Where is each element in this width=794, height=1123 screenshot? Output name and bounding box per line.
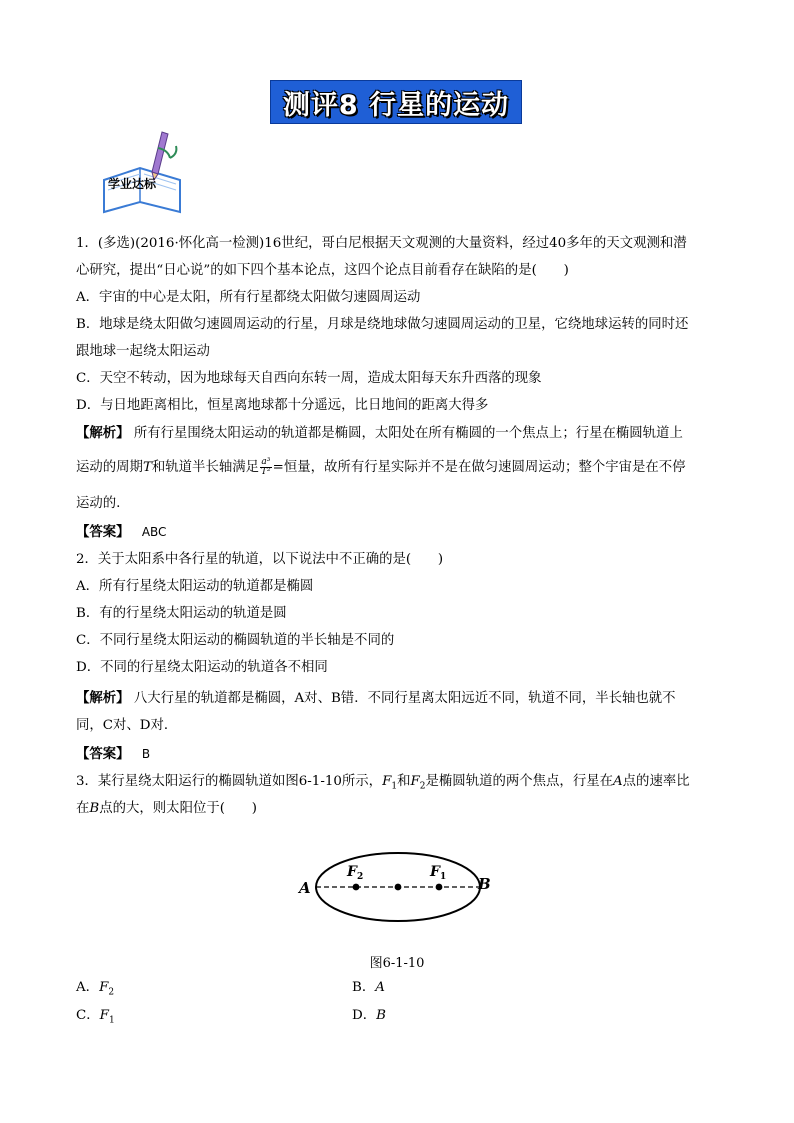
fraction-denominator: T² (261, 467, 271, 477)
q3-option-a-sub: 2 (108, 987, 115, 998)
q3-point-b-symbol: B (89, 801, 100, 816)
q1-analysis-line3: 运动的. (76, 496, 121, 511)
q3-option-b-label: B． (352, 980, 376, 995)
figure-caption: 图6-1-10 (369, 956, 425, 971)
q3-option-c (76, 1006, 115, 1031)
q2-analysis-line1 (76, 689, 676, 709)
q3-point-a-symbol: A (613, 774, 623, 789)
focus-f2-point (353, 884, 360, 891)
q3-f2-symbol: F (410, 774, 420, 789)
label-f2: F (347, 864, 357, 880)
q3-option-d (352, 1006, 386, 1026)
q1-analysis-text1: 所有行星围绕太阳运动的轨道都是椭圆，太阳处在所有椭圆的一个焦点上；行星在椭圆轨道上 (133, 426, 683, 441)
ellipse-orbit-diagram (296, 850, 496, 930)
label-b: B (478, 875, 491, 893)
q3-option-b (352, 978, 385, 998)
q1-option-b-line2: 跟地球一起绕太阳运动 (76, 344, 210, 359)
q3-stem-text2a: 在 (76, 801, 90, 816)
q1-answer (76, 522, 166, 543)
q1-analysis-text2b: 和轨道半长轴满足 (151, 460, 260, 475)
q3-stem-text1b: 和 (397, 774, 411, 789)
q3-f1-symbol: F (382, 774, 392, 789)
q3-stem-text1c: 是椭圆轨道的两个焦点，行星在 (425, 774, 613, 789)
q1-analysis-text2a: 运动的周期 (76, 460, 143, 475)
q2-stem: 2．关于太阳系中各行星的轨道，以下说法中不正确的是( ) (76, 552, 444, 567)
fraction-numerator: a³ (261, 457, 271, 467)
label-f1: F (430, 864, 440, 880)
q3-option-d-value: B (376, 1008, 386, 1023)
q1-option-a: A．宇宙的中心是太阳，所有行星都绕太阳做匀速圆周运动 (76, 290, 421, 305)
page-title: 测评8 行星的运动 (282, 89, 510, 121)
q3-stem-text2b: 点的大，则太阳位于( ) (99, 801, 257, 816)
q1-period-symbol: T (142, 460, 152, 475)
q2-answer-value: B (141, 747, 151, 761)
q3-stem-text1d: 点的速率比 (622, 774, 690, 789)
q3-stem-text1a: 3．某行星绕太阳运行的椭圆轨道如图6-1-10所示， (76, 774, 383, 789)
q3-option-a-label: A． (76, 980, 100, 995)
q1-answer-tag: 【答案】 (76, 525, 130, 540)
label-f2-sub: 2 (357, 872, 364, 882)
q3-option-c-symbol: F (99, 1008, 109, 1023)
q1-analysis-line1 (76, 424, 683, 444)
focus-f1-point (436, 884, 443, 891)
q3-stem-line2 (76, 799, 257, 819)
label-f1-sub: 1 (440, 872, 447, 882)
q2-answer (76, 744, 150, 765)
q1-option-b-line1: B．地球是绕太阳做匀速圆周运动的行星，月球是绕地球做匀速圆周运动的卫星，它绕地球运转的同时还 (76, 317, 689, 332)
q3-option-a (76, 978, 114, 1003)
q1-analysis-text2c: =恒量，故所有行星实际并不是在做匀速圆周运动；整个宇宙是在不停 (272, 460, 686, 475)
q2-option-d: D．不同的行星绕太阳运动的轨道各不相同 (76, 660, 328, 675)
q3-f1-sub: 1 (391, 781, 398, 792)
q1-analysis-tag: 【解析】 (76, 426, 130, 441)
q2-option-b: B．有的行星绕太阳运动的轨道是圆 (76, 606, 287, 621)
q2-answer-tag: 【答案】 (76, 747, 130, 762)
center-point (395, 884, 402, 891)
q3-option-d-label: D． (352, 1008, 377, 1023)
q3-option-b-value: A (375, 980, 385, 995)
q1-option-d: D．与日地距离相比，恒星离地球都十分遥远，比日地间的距离大得多 (76, 398, 489, 413)
q3-option-a-symbol: F (99, 980, 109, 995)
q1-analysis-line2 (76, 458, 686, 478)
q3-stem-line1 (76, 772, 690, 797)
q1-stem-line1: 1．(多选)(2016·怀化高一检测)16世纪，哥白尼根据天文观测的大量资料，经过40多年的天文观测和潜 (76, 236, 687, 251)
book-pencil-icon (96, 128, 186, 218)
kepler-fraction (260, 458, 272, 477)
q1-option-c: C．天空不转动，因为地球每天自西向东转一周，造成太阳每天东升西落的现象 (76, 371, 542, 386)
q3-f2-sub: 2 (419, 781, 426, 792)
q2-analysis-tag: 【解析】 (76, 691, 130, 706)
label-a: A (299, 879, 311, 897)
q1-stem-line2: 心研究，提出“日心说”的如下四个基本论点，这四个论点目前看存在缺陷的是( ) (76, 263, 569, 278)
q3-option-c-sub: 1 (108, 1015, 115, 1026)
q2-option-a: A．所有行星绕太阳运动的轨道都是椭圆 (76, 579, 314, 594)
section-label: 学业达标 (108, 177, 157, 191)
q3-option-c-label: C． (76, 1008, 100, 1023)
q2-analysis-line2: 同，C对、D对． (76, 718, 178, 733)
title-banner (270, 80, 522, 124)
q1-answer-value: ABC (141, 525, 167, 539)
q2-analysis-text1: 八大行星的轨道都是椭圆，A对、B错．不同行星离太阳远近不同，轨道不同，半长轴也就不 (133, 691, 676, 706)
q2-option-c: C．不同行星绕太阳运动的椭圆轨道的半长轴是不同的 (76, 633, 395, 648)
